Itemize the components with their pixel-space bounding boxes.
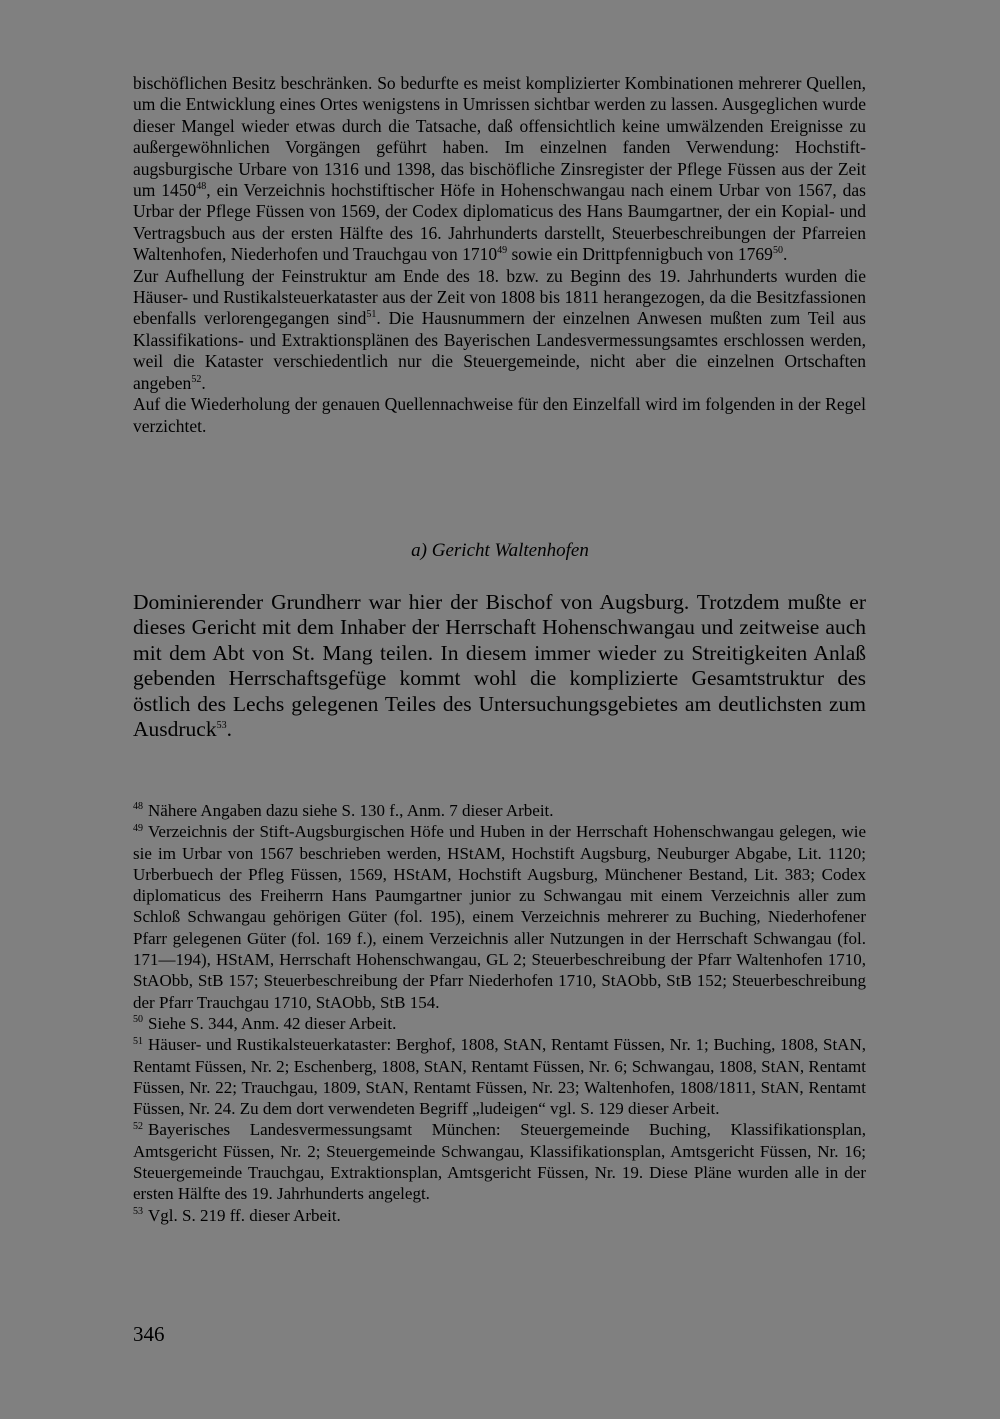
section-intro-paragraph: Dominierender Grundherr war hier der Bischof von Augsburg. Trotzdem mußte er dieses Gericht mit dem Inhaber der Herrschaft Hohenschwangau und zeitweise auch mit dem Abt von St. Mang teilen. In diesem immer wieder zu Streitigkeiten Anlaß gebenden Herrschaftsgefüge kommt wohl die komplizierte Gesamtstruktur des östlich des Lechs gelegenen Teiles des Untersuchungsgebietes am deutlichsten zum Ausdruck$^{53}$. [133, 590, 866, 742]
paragraph-1: bischöflichen Besitz beschränken. So bedurfte es meist komplizierter Kombinationen mehrerer Quellen, um die Entwicklung eines Ortes wenigstens in Umrissen sichtbar werden zu lassen. Ausgeglichen wurde dieser Mangel wieder etwas durch die Tatsache, daß offensichtlich keine umwälzenden Ereignisse zu außergewöhnlichen Vorgängen geführt haben. Im einzelnen fanden Verwendung: Hochstift-augsburgische Urbare von 1316 und 1398, das bischöfliche Zinsregister der Pflege Füssen aus der Zeit um 1450$^{48}$, ein Verzeichnis hochstiftischer Höfe in Hohenschwangau nach einem Urbar von 1567, das Urbar der Pflege Füssen von 1569, der Codex diplomaticus des Hans Baumgartner, der ein Kopial- und Vertragsbuch aus der ersten Hälfte des 16. Jahrhunderts darstellt, Steuerbeschreibungen der Pfarreien Waltenhofen, Niederhofen und Trauchgau von 1710$^{49}$ sowie ein Drittpfennigbuch von 1769$^{50}$. [133, 73, 866, 265]
paragraph-2: Zur Aufhellung der Feinstruktur am Ende des 18. bzw. zu Beginn des 19. Jahrhunderts wurden die Häuser- und Rustikalsteuerkataster aus der Zeit von 1808 bis 1811 herangezogen, da die Besitzfassionen ebenfalls verlorengegangen sind$^{51}$. Die Hausnummern der einzelnen Anwesen mußten zum Teil aus Klassifikations- und Extraktionsplänen des Bayerischen Landesvermessungsamtes erschlossen werden, weil die Kataster verschiedentlich nur die Steuergemeinde, nicht aber die einzelnen Ortschaften angeben$^{52}$. [133, 265, 866, 393]
footnote-ref-50[interactable]: 50 [772, 245, 783, 257]
footnote-ref-48[interactable]: 48 [196, 181, 207, 193]
footnote-49: $^{49}$ Verzeichnis der Stift-Augsburgischen Höfe und Huben in der Herrschaft Hohenschwangau gelegen, wie sie im Urbar von 1567 beschrieben werden, HStAM, Hochstift Augsburg, Neuburger Abgabe, Lit. 1120; Urberbuech der Pfleg Füssen, 1569, HStAM, Hochstift Augsburg, Münchener Bestand, Lit. 383; Codex diplomaticus des Freiherrn Hans Paumgartner junior zu Schwangau mit einem Verzeichnis aller zum Schloß Schwangau gehörigen Güter (fol. 195), einem Verzeichnis mehrerer zu Buching, Niederhofener Pfarr gelegenen Güter (fol. 169 f.), einem Verzeichnis aller Nutzungen in der Herrschaft Schwangau (fol. 171—194), HStAM, Herrschaft Hohenschwangau, GL 2; Steuerbeschreibung der Pfarr Waltenhofen 1710, StAObb, StB 157; Steuerbeschreibung der Pfarr Niederhofen 1710, StAObb, StB 152; Steuerbeschreibung der Pfarr Trauchgau 1710, StAObb, StB 154. [133, 822, 866, 1012]
footnote-53: $^{53}$ Vgl. S. 219 ff. dieser Arbeit. [133, 1205, 341, 1225]
footnote-50: $^{50}$ Siehe S. 344, Anm. 42 dieser Arbeit. [133, 1013, 397, 1033]
page-number: 346 [133, 1322, 165, 1346]
footnote-48: $^{48}$ Nähere Angaben dazu siehe S. 130 f., Anm. 7 dieser Arbeit. [133, 801, 554, 820]
section-heading: a) Gericht Waltenhofen [411, 540, 589, 561]
footnote-ref-52[interactable]: 52 [191, 373, 202, 385]
body-text [133, 73, 866, 437]
paragraph-3: Auf die Wiederholung der genauen Quellennachweise für den Einzelfall wird im folgenden in der Regel verzichtet. [133, 394, 866, 436]
footnote-ref-53[interactable]: 53 [216, 719, 227, 731]
footnote-51: $^{51}$ Häuser- und Rustikalsteuerkataster: Berghof, 1808, StAN, Rentamt Füssen, Nr. 1; Buching, 1808, StAN, Rentamt Füssen, Nr. 2; Eschenberg, 1808, StAN, Rentamt Füssen, Nr. 6; Schwangau, 1808, StAN, Rentamt Füssen, Nr. 22; Trauchgau, 1809, StAN, Rentamt Füssen, Nr. 23; Waltenhofen, 1808/1811, StAN, Rentamt Füssen, Nr. 24. Zu dem dort verwendeten Begriff „ludeigen“ vgl. S. 129 dieser Arbeit. [133, 1035, 866, 1119]
footnote-52: $^{52}$ Bayerisches Landesvermessungsamt München: Steuergemeinde Buching, Klassifikationsplan, Amtsgericht Füssen, Nr. 2; Steuergemeinde Schwangau, Klassifikationsplan, Amtsgericht Füssen, Nr. 16; Steuergemeinde Trauchgau, Extraktionsplan, Amtsgericht Füssen, Nr. 19. Diese Pläne wurden alle in der ersten Hälfte des 19. Jahrhunderts angelegt. [133, 1120, 866, 1204]
footnote-ref-49[interactable]: 49 [497, 245, 508, 257]
footnotes [133, 800, 866, 1226]
footnote-ref-51[interactable]: 51 [366, 309, 377, 321]
